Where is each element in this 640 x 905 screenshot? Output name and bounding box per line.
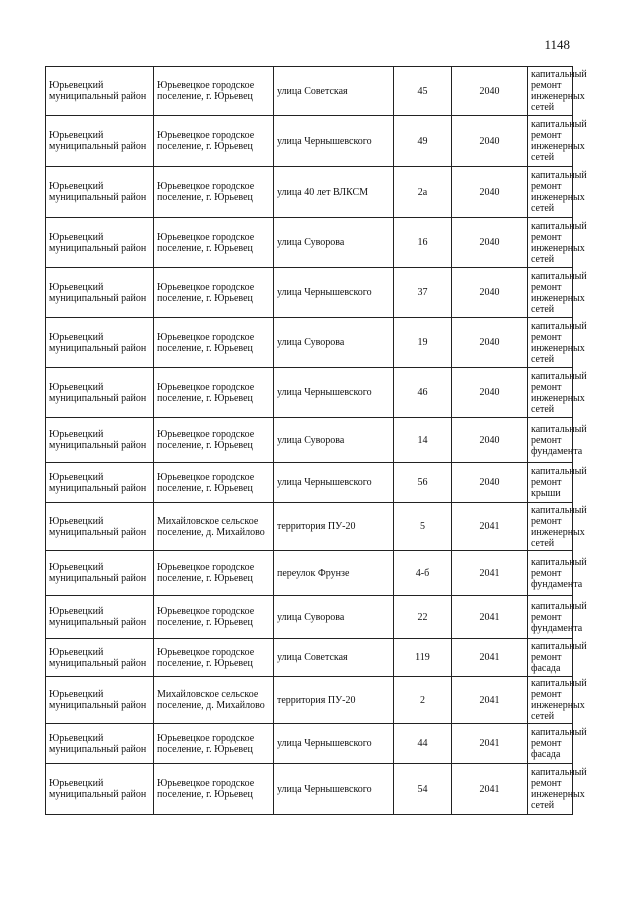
area-cell: Юрьевецкий муниципальный район: [46, 596, 154, 639]
year-cell: 2040: [452, 218, 528, 268]
settlement-cell: Юрьевецкое городское поселение, г. Юрьевец: [154, 418, 274, 463]
house-number-cell: 49: [394, 116, 452, 167]
settlement-cell: Юрьевецкое городское поселение, г. Юрьевец: [154, 639, 274, 677]
page-number: 1148: [544, 37, 570, 52]
house-number-cell: 119: [394, 639, 452, 677]
year-cell: 2040: [452, 418, 528, 463]
year-cell: 2040: [452, 116, 528, 167]
work-type-cell: капитальный ремонт инженерных сетей: [528, 116, 573, 167]
street-cell: улица Советская: [274, 67, 394, 116]
area-cell: Юрьевецкий муниципальный район: [46, 368, 154, 418]
street-cell: улица Суворова: [274, 218, 394, 268]
table-row: [46, 318, 573, 368]
table-row: [46, 218, 573, 268]
settlement-cell: Юрьевецкое городское поселение, г. Юрьевец: [154, 463, 274, 503]
area-cell: Юрьевецкий муниципальный район: [46, 116, 154, 167]
street-cell: улица Суворова: [274, 596, 394, 639]
year-cell: 2041: [452, 677, 528, 724]
year-cell: 2040: [452, 67, 528, 116]
house-number-cell: 37: [394, 268, 452, 318]
street-cell: улица Чернышевского: [274, 764, 394, 815]
house-number-cell: 44: [394, 724, 452, 764]
settlement-cell: Юрьевецкое городское поселение, г. Юрьевец: [154, 67, 274, 116]
work-type-cell: капитальный ремонт фасада: [528, 724, 573, 764]
year-cell: 2041: [452, 596, 528, 639]
work-type-cell: капитальный ремонт инженерных сетей: [528, 677, 573, 724]
work-type-cell: капитальный ремонт фасада: [528, 639, 573, 677]
house-number-cell: 54: [394, 764, 452, 815]
table-row: [46, 67, 573, 116]
area-cell: Юрьевецкий муниципальный район: [46, 764, 154, 815]
house-number-cell: 2: [394, 677, 452, 724]
table-row: [46, 368, 573, 418]
house-number-cell: 14: [394, 418, 452, 463]
year-cell: 2041: [452, 503, 528, 551]
settlement-cell: Михайловское сельское поселение, д. Михайлово: [154, 677, 274, 724]
settlement-cell: Юрьевецкое городское поселение, г. Юрьевец: [154, 218, 274, 268]
work-type-cell: капитальный ремонт инженерных сетей: [528, 764, 573, 815]
table-row: [46, 639, 573, 677]
year-cell: 2040: [452, 268, 528, 318]
work-type-cell: капитальный ремонт инженерных сетей: [528, 167, 573, 218]
area-cell: Юрьевецкий муниципальный район: [46, 218, 154, 268]
table-row: [46, 463, 573, 503]
settlement-cell: Юрьевецкое городское поселение, г. Юрьевец: [154, 764, 274, 815]
table-row: [46, 551, 573, 596]
settlement-cell: Юрьевецкое городское поселение, г. Юрьевец: [154, 368, 274, 418]
work-type-cell: капитальный ремонт инженерных сетей: [528, 67, 573, 116]
street-cell: улица Чернышевского: [274, 724, 394, 764]
area-cell: Юрьевецкий муниципальный район: [46, 677, 154, 724]
house-number-cell: 19: [394, 318, 452, 368]
settlement-cell: Юрьевецкое городское поселение, г. Юрьевец: [154, 318, 274, 368]
house-number-cell: 5: [394, 503, 452, 551]
street-cell: территория ПУ-20: [274, 503, 394, 551]
area-cell: Юрьевецкий муниципальный район: [46, 318, 154, 368]
table-row: [46, 764, 573, 815]
area-cell: Юрьевецкий муниципальный район: [46, 67, 154, 116]
table-row: [46, 167, 573, 218]
table-row: [46, 418, 573, 463]
area-cell: Юрьевецкий муниципальный район: [46, 503, 154, 551]
work-type-cell: капитальный ремонт инженерных сетей: [528, 368, 573, 418]
settlement-cell: Михайловское сельское поселение, д. Михайлово: [154, 503, 274, 551]
house-number-cell: 56: [394, 463, 452, 503]
work-type-cell: капитальный ремонт инженерных сетей: [528, 503, 573, 551]
house-number-cell: 46: [394, 368, 452, 418]
street-cell: улица Чернышевского: [274, 368, 394, 418]
street-cell: улица Чернышевского: [274, 463, 394, 503]
table-body: [46, 67, 587, 815]
work-type-cell: капитальный ремонт фундамента: [528, 418, 573, 463]
settlement-cell: Юрьевецкое городское поселение, г. Юрьевец: [154, 268, 274, 318]
table-row: [46, 724, 573, 764]
work-type-cell: капитальный ремонт фундамента: [528, 551, 573, 596]
work-type-cell: капитальный ремонт фундамента: [528, 596, 573, 639]
area-cell: Юрьевецкий муниципальный район: [46, 551, 154, 596]
area-cell: Юрьевецкий муниципальный район: [46, 418, 154, 463]
street-cell: улица Суворова: [274, 318, 394, 368]
work-type-cell: капитальный ремонт инженерных сетей: [528, 268, 573, 318]
repair-schedule-table: [45, 66, 587, 815]
street-cell: улица 40 лет ВЛКСМ: [274, 167, 394, 218]
table-row: [46, 677, 573, 724]
work-type-cell: капитальный ремонт инженерных сетей: [528, 218, 573, 268]
settlement-cell: Юрьевецкое городское поселение, г. Юрьевец: [154, 167, 274, 218]
work-type-cell: капитальный ремонт крыши: [528, 463, 573, 503]
area-cell: Юрьевецкий муниципальный район: [46, 167, 154, 218]
house-number-cell: 45: [394, 67, 452, 116]
year-cell: 2040: [452, 368, 528, 418]
street-cell: территория ПУ-20: [274, 677, 394, 724]
street-cell: улица Советская: [274, 639, 394, 677]
settlement-cell: Юрьевецкое городское поселение, г. Юрьевец: [154, 724, 274, 764]
street-cell: улица Суворова: [274, 418, 394, 463]
year-cell: 2041: [452, 639, 528, 677]
year-cell: 2040: [452, 463, 528, 503]
table-row: [46, 268, 573, 318]
area-cell: Юрьевецкий муниципальный район: [46, 639, 154, 677]
year-cell: 2040: [452, 167, 528, 218]
work-type-cell: капитальный ремонт инженерных сетей: [528, 318, 573, 368]
area-cell: Юрьевецкий муниципальный район: [46, 463, 154, 503]
area-cell: Юрьевецкий муниципальный район: [46, 724, 154, 764]
house-number-cell: 22: [394, 596, 452, 639]
area-cell: Юрьевецкий муниципальный район: [46, 268, 154, 318]
year-cell: 2041: [452, 764, 528, 815]
house-number-cell: 4-б: [394, 551, 452, 596]
street-cell: улица Чернышевского: [274, 116, 394, 167]
settlement-cell: Юрьевецкое городское поселение, г. Юрьевец: [154, 551, 274, 596]
year-cell: 2041: [452, 551, 528, 596]
year-cell: 2040: [452, 318, 528, 368]
table-row: [46, 596, 573, 639]
house-number-cell: 16: [394, 218, 452, 268]
table-row: [46, 116, 573, 167]
street-cell: переулок Фрунзе: [274, 551, 394, 596]
house-number-cell: 2а: [394, 167, 452, 218]
street-cell: улица Чернышевского: [274, 268, 394, 318]
settlement-cell: Юрьевецкое городское поселение, г. Юрьевец: [154, 596, 274, 639]
table-row: [46, 503, 573, 551]
settlement-cell: Юрьевецкое городское поселение, г. Юрьевец: [154, 116, 274, 167]
year-cell: 2041: [452, 724, 528, 764]
